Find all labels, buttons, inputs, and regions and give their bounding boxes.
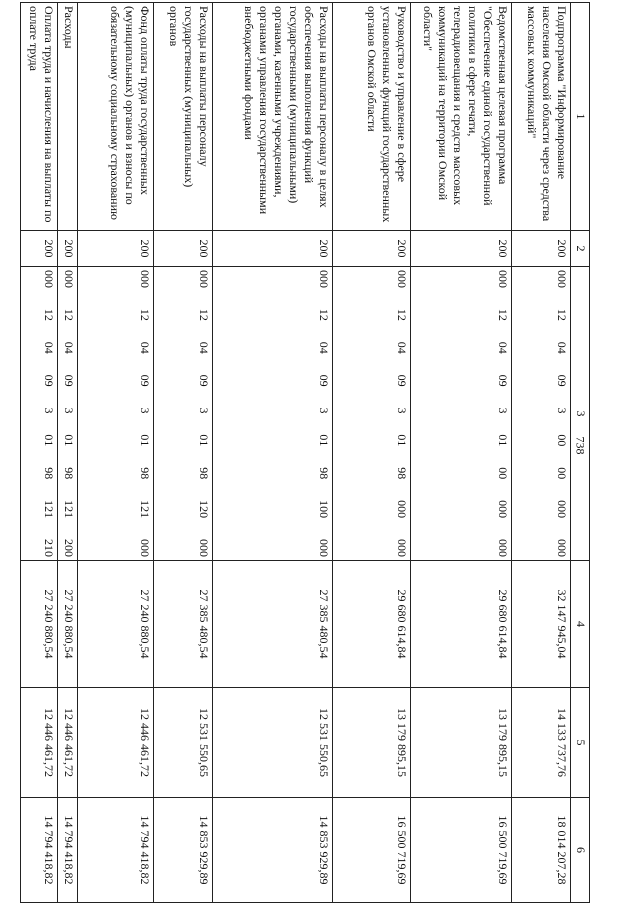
row-value-col6: 16 500 719,69 <box>410 798 511 903</box>
code-part: 12 <box>394 308 409 321</box>
row-code <box>77 267 153 561</box>
code-part: 98 <box>316 467 331 480</box>
code-part: 000 <box>496 539 511 557</box>
code-part: 09 <box>394 374 409 387</box>
code-part: 000 <box>196 270 211 288</box>
row-name: Ведомственная целевая программа "Обеспечение единой государственной политики в сфере печати, телерадиовещания и средств массовых коммуникаций на территории Омской области" <box>410 3 511 231</box>
code-part: 000 <box>555 539 569 557</box>
row-value-col5: 13 179 895,15 <box>410 688 511 798</box>
budget-table <box>20 2 590 903</box>
code-part: 200 <box>61 539 76 557</box>
row-grbs: 200 <box>212 231 332 267</box>
code-part: 121 <box>61 500 76 519</box>
table-row <box>77 3 153 903</box>
code-part: 000 <box>394 500 409 519</box>
row-value-col6: 14 794 418,82 <box>21 798 58 903</box>
code-part: 04 <box>496 341 511 354</box>
code-part: 12 <box>496 308 511 321</box>
row-name: Руководство и управление в сфере установленных функций государственных органов Омской области <box>332 3 410 231</box>
code-part: 04 <box>394 341 409 354</box>
row-grbs: 200 <box>332 231 410 267</box>
code-part: 01 <box>42 434 57 447</box>
table-row <box>512 3 571 903</box>
code-part: 04 <box>42 341 57 354</box>
code-part: 000 <box>137 270 152 288</box>
row-code <box>21 267 58 561</box>
row-grbs: 200 <box>410 231 511 267</box>
row-code <box>410 267 511 561</box>
code-part: 000 <box>42 270 57 288</box>
column-header: 1 <box>571 3 590 231</box>
code-part: 12 <box>61 308 76 321</box>
code-part: 09 <box>42 374 57 387</box>
row-value-col5: 12 446 461,72 <box>58 688 78 798</box>
code-part: 01 <box>137 434 152 447</box>
row-value-col4: 27 240 880,54 <box>77 561 153 688</box>
code-part: 000 <box>555 500 569 519</box>
code-part: 09 <box>196 374 211 387</box>
column-header: 3 <box>571 267 590 561</box>
code-part: 00 <box>555 434 569 447</box>
code-part: 09 <box>496 374 511 387</box>
row-code <box>332 267 410 561</box>
code-part: 000 <box>394 539 409 557</box>
row-value-col6: 14 794 418,82 <box>77 798 153 903</box>
code-part: 12 <box>196 308 211 321</box>
row-value-col6: 18 014 207,28 <box>512 798 571 903</box>
code-part: 3 <box>394 407 409 414</box>
code-part: 100 <box>316 500 331 519</box>
code-part: 3 <box>316 407 331 414</box>
row-value-col4: 27 385 480,54 <box>153 561 212 688</box>
row-value-col5: 12 531 550,65 <box>153 688 212 798</box>
column-header: 5 <box>571 688 590 798</box>
code-part: 01 <box>61 434 76 447</box>
code-part: 09 <box>137 374 152 387</box>
code-part: 04 <box>555 341 569 354</box>
row-value-col5: 13 179 895,15 <box>332 688 410 798</box>
row-value-col5: 12 531 550,65 <box>212 688 332 798</box>
row-value-col4: 32 147 945,04 <box>512 561 571 688</box>
row-value-col5: 12 446 461,72 <box>21 688 58 798</box>
row-grbs: 200 <box>153 231 212 267</box>
code-part: 000 <box>61 270 76 288</box>
row-code <box>58 267 78 561</box>
row-grbs: 200 <box>77 231 153 267</box>
header-row <box>571 3 590 903</box>
code-part: 000 <box>196 539 211 557</box>
code-part: 12 <box>316 308 331 321</box>
row-code <box>153 267 212 561</box>
row-value-col6: 14 853 929,89 <box>212 798 332 903</box>
row-grbs: 200 <box>58 231 78 267</box>
row-value-col4: 29 680 614,84 <box>410 561 511 688</box>
table-row <box>332 3 410 903</box>
row-name: Оплата труда и начисления на выплаты по оплате труда <box>21 3 58 231</box>
code-part: 00 <box>496 467 511 480</box>
row-value-col6: 14 794 418,82 <box>58 798 78 903</box>
table-row <box>58 3 78 903</box>
code-part: 01 <box>394 434 409 447</box>
row-grbs: 200 <box>21 231 58 267</box>
row-value-col4: 27 240 880,54 <box>21 561 58 688</box>
code-part: 000 <box>496 270 511 288</box>
code-part: 00 <box>555 467 569 480</box>
code-part: 12 <box>555 308 569 321</box>
code-part: 120 <box>196 500 211 519</box>
code-part: 000 <box>555 270 569 288</box>
row-value-col5: 14 133 737,76 <box>512 688 571 798</box>
table-row <box>410 3 511 903</box>
row-value-col4: 27 240 880,54 <box>58 561 78 688</box>
column-header: 4 <box>571 561 590 688</box>
code-part: 000 <box>316 270 331 288</box>
column-header: 2 <box>571 231 590 267</box>
rotated-page-content <box>20 2 590 902</box>
code-part: 98 <box>394 467 409 480</box>
code-part: 04 <box>61 341 76 354</box>
row-value-col6: 16 500 719,69 <box>332 798 410 903</box>
row-grbs: 200 <box>512 231 571 267</box>
row-name: Фонд оплаты труда государственных (муниципальных) органов и взносы по обязательному социальному страхованию <box>77 3 153 231</box>
code-part: 3 <box>196 407 211 414</box>
code-part: 09 <box>316 374 331 387</box>
code-part: 01 <box>316 434 331 447</box>
table-row <box>21 3 58 903</box>
row-name: Расходы на выплаты персоналу в целях обеспечения выполнения функций государственными (муниципальными) органами, казенными учреждениями, органами управления государственными внебюджетными фондами <box>212 3 332 231</box>
code-part: 98 <box>61 467 76 480</box>
code-part: 121 <box>137 500 152 519</box>
page-number: 738 <box>573 436 588 455</box>
row-name: Расходы <box>58 3 78 231</box>
code-part: 121 <box>42 500 57 519</box>
code-part: 000 <box>316 539 331 557</box>
code-part: 98 <box>196 467 211 480</box>
row-value-col4: 29 680 614,84 <box>332 561 410 688</box>
code-part: 01 <box>496 434 511 447</box>
table-row <box>153 3 212 903</box>
row-code <box>212 267 332 561</box>
code-part: 04 <box>196 341 211 354</box>
row-name: Подпрограмма "Информирование населения Омской области через средства массовых коммуникаций" <box>512 3 571 231</box>
code-part: 000 <box>137 539 152 557</box>
row-value-col4: 27 385 480,54 <box>212 561 332 688</box>
code-part: 09 <box>61 374 76 387</box>
code-part: 000 <box>394 270 409 288</box>
code-part: 3 <box>137 407 152 414</box>
code-part: 98 <box>137 467 152 480</box>
code-part: 3 <box>496 407 511 414</box>
code-part: 04 <box>137 341 152 354</box>
code-part: 09 <box>555 374 569 387</box>
table-row <box>212 3 332 903</box>
code-part: 3 <box>555 407 569 414</box>
row-name: Расходы на выплаты персоналу государственных (муниципальных) органов <box>153 3 212 231</box>
code-part: 98 <box>42 467 57 480</box>
code-part: 000 <box>496 500 511 519</box>
column-header: 6 <box>571 798 590 903</box>
row-code <box>512 267 571 561</box>
code-part: 04 <box>316 341 331 354</box>
row-value-col5: 12 446 461,72 <box>77 688 153 798</box>
code-part: 12 <box>137 308 152 321</box>
code-part: 01 <box>196 434 211 447</box>
code-part: 3 <box>42 407 57 414</box>
code-part: 12 <box>42 308 57 321</box>
code-part: 210 <box>42 539 57 557</box>
row-value-col6: 14 853 929,89 <box>153 798 212 903</box>
code-part: 3 <box>61 407 76 414</box>
